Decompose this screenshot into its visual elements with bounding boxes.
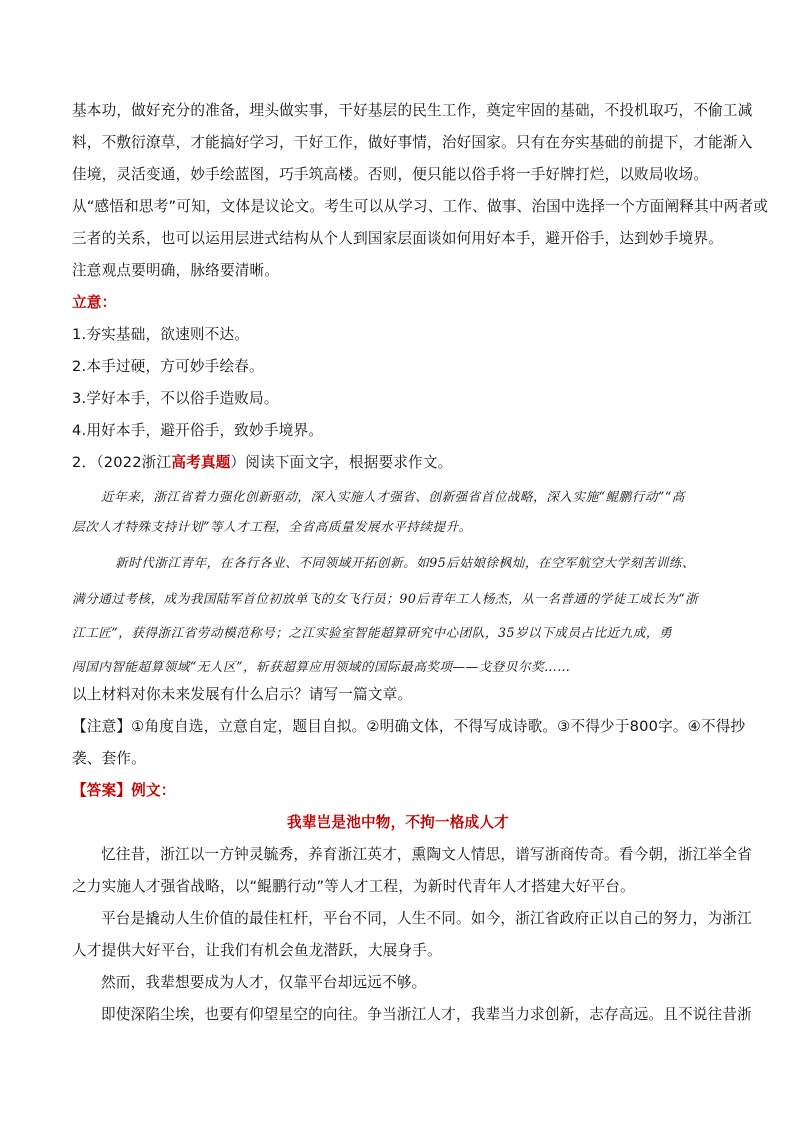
question-line [72,453,724,473]
essay-line: 之力实施人才强省战略，以“鲲鹏行动”等人才工程，为新时代青年人才搭建大好平台。 [72,878,635,895]
material-line: 层次人才特殊支持计划”等人才工程，全省高质量发展水平持续提升。 [72,519,472,534]
liyi-item: 1.夯实基础，欲速则不达。 [72,326,250,343]
intro-line: 从“感悟和思考”可知，文体是议论文。考生可以从学习、工作、做事、治国中选择一个方面阐释其中两者或 [72,198,769,215]
essay-line: 即使深陷尘埃，也要有仰望星空的向往。争当浙江人才，我辈当力求创新，志存高远。且不说往昔浙 [101,1006,752,1023]
question-prefix: 2．（2022浙江 [72,454,172,471]
notice-line: 袭、套作。 [72,750,146,767]
liyi-heading: 立意： [72,294,117,311]
essay-line: 然而，我辈想要成为人才，仅靠平台却远远不够。 [101,974,427,991]
material-line: 近年来，浙江省着力强化创新驱动，深入实施人才强省、创新强省首位战略，深入实施“鲲鹏行动”“高 [101,489,685,504]
intro-line: 三者的关系，也可以运用层进式结构从个人到国家层面谈如何用好本手，避开俗手，达到妙手境界。 [72,230,723,247]
material-line: 新时代浙江青年，在各行各业、不同领域开拓创新。如95后姑娘徐枫灿，在空军航空大学刻苦训练、 [115,555,696,570]
essay-line: 平台是撬动人生价值的最佳杠杆，平台不同，人生不同。如今，浙江省政府正以自己的努力，为浙江 [101,910,752,927]
intro-line: 注意观点要明确，脉络要清晰。 [72,262,280,279]
liyi-item: 3.学好本手，不以俗手造败局。 [72,390,279,407]
material-line: 闯国内智能超算领域“无人区”，斩获超算应用领域的国际最高奖项——戈登贝尔奖…… [72,659,571,674]
question-suffix: ）阅读下面文字，根据要求作文。 [230,454,453,471]
intro-line: 佳境，灵活变通，妙手绘蓝图，巧手筑高楼。否则，便只能以俗手将一手好牌打烂，以败局收场。 [72,166,709,183]
material-line: 江工匠”，获得浙江省劳动模范称号；之江实验室智能超算研究中心团队，35岁以下成员占比近九成，勇 [72,625,673,640]
intro-line: 料，不敷衍潦草，才能搞好学习，干好工作，做好事情，治好国家。只有在夯实基础的前提下，才能渐入 [72,134,753,151]
liyi-item: 4.用好本手，避开俗手，致妙手境界。 [72,422,324,439]
prompt-line: 以上材料对你未来发展有什么启示？请写一篇文章。 [72,686,413,703]
material-line: 满分通过考核，成为我国陆军首位初放单飞的女飞行员；90后青年工人杨杰，从一名普通的学徒工成长为“浙 [72,591,699,606]
liyi-item: 2.本手过硬，方可妙手绘春。 [72,358,264,375]
answer-label: 【答案】例文： [72,782,176,799]
notice-line: 【注意】①角度自选，立意自定，题目自拟。②明确文体，不得写成诗歌。③不得少于800字。④不得抄 [72,718,746,735]
essay-title: 我辈岂是池中物，不拘一格成人才 [287,814,509,831]
essay-line: 人才提供大好平台，让我们有机会鱼龙潜跃，大展身手。 [72,942,442,959]
question-tag: 高考真题 [171,454,231,471]
essay-line: 忆往昔，浙江以一方钟灵毓秀，养育浙江英才，熏陶文人情思，谱写浙商传奇。看今朝，浙江举全省 [101,846,752,863]
intro-line: 基本功，做好充分的准备，埋头做实事，干好基层的民生工作，奠定牢固的基础，不投机取巧，不偷工减 [72,102,753,119]
